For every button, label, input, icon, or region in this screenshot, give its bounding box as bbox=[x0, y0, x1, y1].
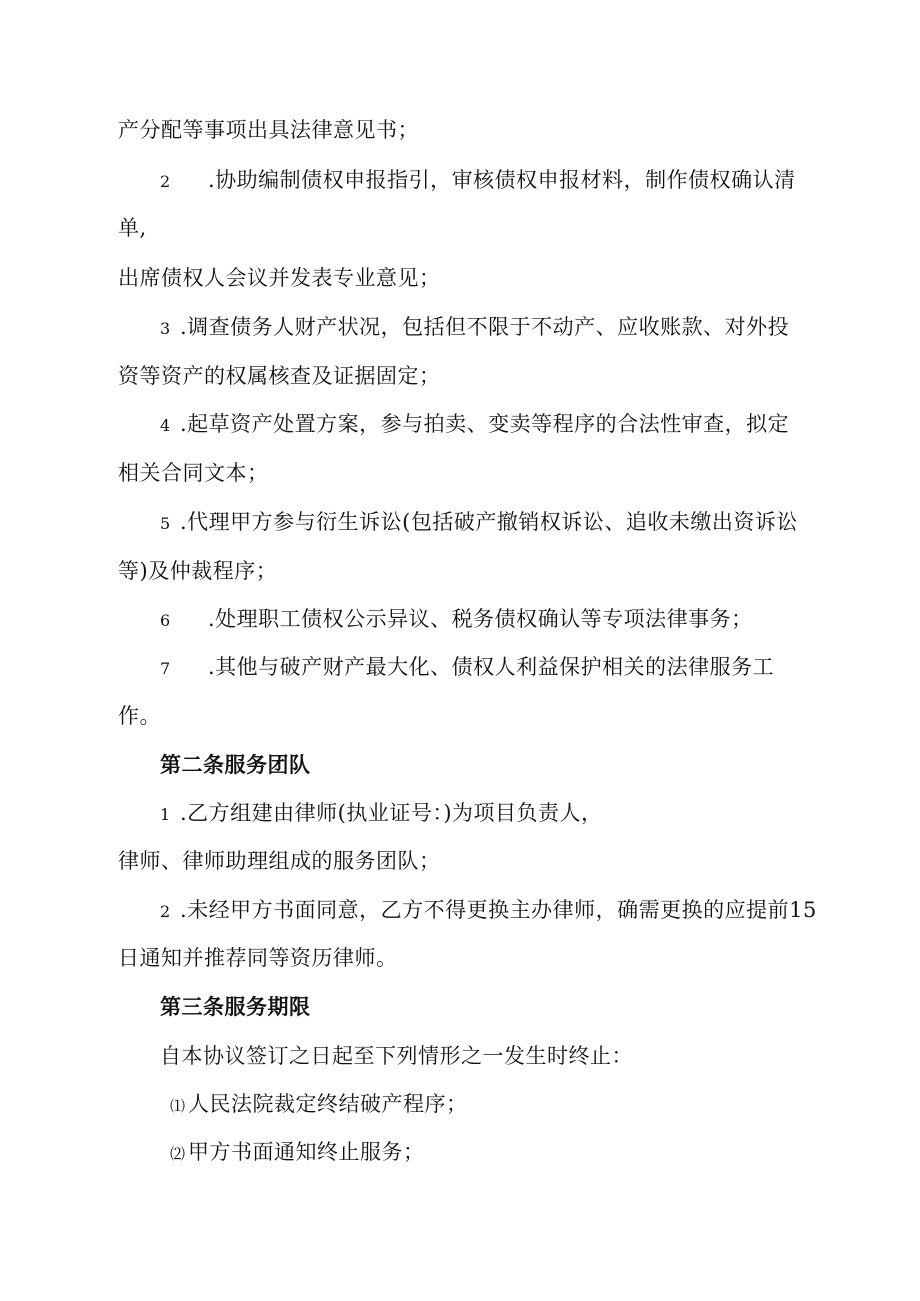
section-heading-3: 第三条服务期限 bbox=[160, 995, 311, 1019]
list-number: 7 bbox=[160, 659, 171, 678]
list-item-4 bbox=[160, 409, 789, 441]
list-text: .起草资产处置方案，参与拍卖、变卖等程序的合法性审查，拟定 bbox=[180, 412, 790, 436]
list-number: 1 bbox=[160, 805, 171, 824]
sub-item-number: ⑴ bbox=[170, 1097, 186, 1115]
list-number: 4 bbox=[160, 416, 171, 435]
sub-item-text: 人民法院裁定终结破产程序； bbox=[188, 1092, 468, 1116]
sub-item-2 bbox=[170, 1137, 425, 1169]
paragraph-line: 资等资产的权属核查及证据固定； bbox=[118, 364, 441, 388]
list-text: .未经甲方书面同意，乙方不得更换主办律师，确需更换的应提前15 bbox=[180, 898, 817, 922]
paragraph-line: 自本协议签订之日起至下列情形之一发生时终止： bbox=[160, 1044, 633, 1068]
section-heading-2: 第二条服务团队 bbox=[160, 753, 311, 777]
list-text: .其他与破产财产最大化、债权人利益保护相关的法律服务工 bbox=[208, 655, 775, 679]
paragraph-line: 出席债权人会议并发表专业意见； bbox=[118, 266, 441, 290]
list-text: .处理职工债权公示异议、税务债权确认等专项法律事务； bbox=[208, 607, 753, 631]
sub-item-text: 甲方书面通知终止服务； bbox=[188, 1140, 425, 1164]
paragraph-line: 单, bbox=[118, 216, 147, 240]
list-text: .调查债务人财产状况，包括但不限于不动产、应收账款、对外投 bbox=[180, 315, 790, 339]
list-number: 3 bbox=[160, 319, 171, 338]
list-item-2 bbox=[160, 165, 796, 197]
list-number: 2 bbox=[160, 902, 171, 921]
sub-item-1 bbox=[170, 1089, 468, 1121]
list-item-7 bbox=[160, 652, 774, 684]
paragraph-line: 等)及仲裁程序； bbox=[118, 559, 278, 583]
paragraph-line: 产分配等事项出具法律意见书； bbox=[118, 118, 419, 142]
list-item-5 bbox=[160, 507, 798, 539]
paragraph-line: 律师、律师助理组成的服务团队； bbox=[118, 849, 441, 873]
list-text: .协助编制债权申报指引，审核债权申报材料，制作债权确认清 bbox=[208, 168, 796, 192]
paragraph-line: 相关合同文本； bbox=[118, 461, 269, 485]
list-number: 5 bbox=[160, 514, 171, 533]
list-item-team-1 bbox=[160, 798, 603, 830]
list-item-6 bbox=[160, 604, 753, 636]
sub-item-number: ⑵ bbox=[170, 1145, 186, 1163]
list-number: 2 bbox=[160, 172, 171, 191]
list-number: 6 bbox=[160, 611, 171, 630]
paragraph-line: 作。 bbox=[118, 704, 161, 728]
list-text: .代理甲方参与衍生诉讼(包括破产撤销权诉讼、追收未缴出资诉讼 bbox=[180, 510, 798, 534]
paragraph-line: 日通知并推荐同等资历律师。 bbox=[118, 946, 398, 970]
list-item-team-2 bbox=[160, 895, 817, 927]
list-item-3 bbox=[160, 312, 789, 344]
list-text: .乙方组建由律师(执业证号：)为项目负责人， bbox=[180, 801, 603, 825]
